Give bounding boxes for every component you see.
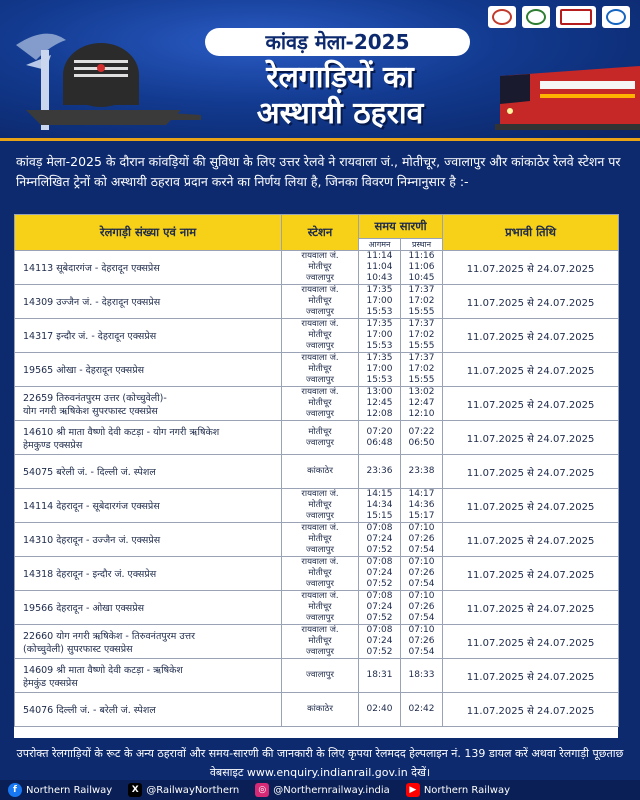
station-cell: रायवाला जं. मोतीचूर ज्वालापुर bbox=[282, 625, 359, 659]
effective-date-cell: 11.07.2025 से 24.07.2025 bbox=[443, 353, 619, 387]
departure-cell: 07:10 07:26 07:54 bbox=[401, 523, 443, 557]
departure-cell: 02:42 bbox=[401, 693, 443, 727]
social-bar bbox=[0, 780, 640, 800]
train-cell: 22659 तिरुवनंतपुरम उत्तर (कोच्चुवेली)- योग नगरी ऋषिकेश सुपरफास्ट एक्सप्रेस bbox=[15, 387, 282, 421]
train-illustration bbox=[490, 56, 640, 136]
effective-date-cell: 11.07.2025 से 24.07.2025 bbox=[443, 489, 619, 523]
nr-logo bbox=[602, 6, 630, 28]
social-link[interactable] bbox=[247, 783, 398, 797]
departure-cell: 11:16 11:06 10:45 bbox=[401, 251, 443, 285]
instagram-icon: ◎ bbox=[255, 783, 269, 797]
station-cell: रायवाला जं. मोतीचूर ज्वालापुर bbox=[282, 523, 359, 557]
arrival-cell: 07:20 06:48 bbox=[359, 421, 401, 455]
schedule-table bbox=[14, 214, 619, 727]
effective-date-cell: 11.07.2025 से 24.07.2025 bbox=[443, 659, 619, 693]
social-label: @Northernrailway.india bbox=[273, 784, 390, 796]
arrival-cell: 14:15 14:34 15:15 bbox=[359, 489, 401, 523]
station-cell: रायवाला जं. मोतीचूर ज्वालापुर bbox=[282, 591, 359, 625]
station-cell: ज्वालापुर bbox=[282, 659, 359, 693]
arrival-cell: 11:14 11:04 10:43 bbox=[359, 251, 401, 285]
social-label: @RailwayNorthern bbox=[146, 784, 240, 796]
social-link[interactable] bbox=[398, 783, 518, 797]
departure-cell: 18:33 bbox=[401, 659, 443, 693]
swachh-bharat-logo bbox=[522, 6, 550, 28]
station-cell: रायवाला जं. मोतीचूर ज्वालापुर bbox=[282, 353, 359, 387]
departure-cell: 17:37 17:02 15:55 bbox=[401, 353, 443, 387]
train-cell: 14610 श्री माता वैष्णो देवी कटड़ा - योग नगरी ऋषिकेश हेमकुण्ड एक्सप्रेस bbox=[15, 421, 282, 455]
col-header-effective-date: प्रभावी तिथि bbox=[443, 215, 619, 251]
table-row bbox=[15, 591, 619, 625]
page-title bbox=[190, 60, 490, 132]
train-cell: 19565 ओखा - देहरादून एक्सप्रेस bbox=[15, 353, 282, 387]
departure-cell: 07:22 06:50 bbox=[401, 421, 443, 455]
arrival-cell: 23:36 bbox=[359, 455, 401, 489]
effective-date-cell: 11.07.2025 से 24.07.2025 bbox=[443, 557, 619, 591]
departure-cell: 07:10 07:26 07:54 bbox=[401, 625, 443, 659]
arrival-cell: 17:35 17:00 15:53 bbox=[359, 353, 401, 387]
col-header-departure: प्रस्थान bbox=[401, 239, 443, 251]
effective-date-cell: 11.07.2025 से 24.07.2025 bbox=[443, 251, 619, 285]
facebook-icon: f bbox=[8, 783, 22, 797]
station-cell: कांकाठेर bbox=[282, 693, 359, 727]
station-cell: रायवाला जं. मोतीचूर ज्वालापुर bbox=[282, 319, 359, 353]
effective-date-cell: 11.07.2025 से 24.07.2025 bbox=[443, 455, 619, 489]
train-cell: 14317 इन्दौर जं. - देहरादून एक्सप्रेस bbox=[15, 319, 282, 353]
table-row bbox=[15, 455, 619, 489]
social-label: Northern Railway bbox=[26, 784, 113, 796]
arrival-cell: 07:08 07:24 07:52 bbox=[359, 591, 401, 625]
arrival-cell: 07:08 07:24 07:52 bbox=[359, 625, 401, 659]
arrival-cell: 02:40 bbox=[359, 693, 401, 727]
effective-date-cell: 11.07.2025 से 24.07.2025 bbox=[443, 591, 619, 625]
departure-cell: 07:10 07:26 07:54 bbox=[401, 591, 443, 625]
schedule-table-container bbox=[14, 214, 618, 738]
table-row bbox=[15, 659, 619, 693]
train-cell: 14114 देहरादून - सूबेदारगंज एक्सप्रेस bbox=[15, 489, 282, 523]
station-cell: रायवाला जं. मोतीचूर ज्वालापुर bbox=[282, 489, 359, 523]
effective-date-cell: 11.07.2025 से 24.07.2025 bbox=[443, 285, 619, 319]
arrival-cell: 07:08 07:24 07:52 bbox=[359, 523, 401, 557]
departure-cell: 14:17 14:36 15:17 bbox=[401, 489, 443, 523]
arrival-cell: 18:31 bbox=[359, 659, 401, 693]
effective-date-cell: 11.07.2025 से 24.07.2025 bbox=[443, 625, 619, 659]
arrival-cell: 07:08 07:24 07:52 bbox=[359, 557, 401, 591]
effective-date-cell: 11.07.2025 से 24.07.2025 bbox=[443, 523, 619, 557]
helpline-note: उपरोक्त रेलगाड़ियों के रूट के अन्य ठहरावों और समय-सारणी की जानकारी के लिए कृपया रेलमदद हेल्पलाइन नं. 139 डायल करें अथवा रेलगाड़ी पूछताछ वेबसाइट www.enquiry.indianrail.gov.in देखें। bbox=[16, 747, 624, 779]
logo-strip bbox=[488, 6, 630, 28]
station-cell: रायवाला जं. मोतीचूर ज्वालापुर bbox=[282, 285, 359, 319]
table-row bbox=[15, 523, 619, 557]
irsdc-logo bbox=[556, 6, 596, 28]
social-label: Northern Railway bbox=[423, 784, 511, 796]
train-cell: 14609 श्री माता वैष्णो देवी कटड़ा - ऋषिकेश हेमकुंड एक्सप्रेस bbox=[15, 659, 282, 693]
table-row bbox=[15, 489, 619, 523]
social-link[interactable] bbox=[0, 783, 120, 797]
train-cell: 54076 दिल्ली जं. - बरेली जं. स्पेशल bbox=[15, 693, 282, 727]
station-cell: रायवाला जं. मोतीचूर ज्वालापुर bbox=[282, 557, 359, 591]
effective-date-cell: 11.07.2025 से 24.07.2025 bbox=[443, 421, 619, 455]
table-row bbox=[15, 693, 619, 727]
indian-railways-logo bbox=[488, 6, 516, 28]
station-cell: मोतीचूर ज्वालापुर bbox=[282, 421, 359, 455]
arrival-cell: 17:35 17:00 15:53 bbox=[359, 319, 401, 353]
col-header-schedule: समय सारणी bbox=[359, 215, 443, 239]
banner-divider bbox=[0, 138, 640, 141]
train-cell: 14318 देहरादून - इन्दौर जं. एक्सप्रेस bbox=[15, 557, 282, 591]
title-line-2: अस्थायी ठहराव bbox=[256, 96, 424, 131]
table-row bbox=[15, 625, 619, 659]
social-link[interactable] bbox=[120, 783, 247, 797]
table-row bbox=[15, 353, 619, 387]
arrival-cell: 13:00 12:45 12:08 bbox=[359, 387, 401, 421]
departure-cell: 17:37 17:02 15:55 bbox=[401, 319, 443, 353]
youtube-icon: ▶ bbox=[406, 783, 420, 797]
departure-cell: 23:38 bbox=[401, 455, 443, 489]
train-cell: 14309 उज्जैन जं. - देहरादून एक्सप्रेस bbox=[15, 285, 282, 319]
effective-date-cell: 11.07.2025 से 24.07.2025 bbox=[443, 387, 619, 421]
event-title: कांवड़ मेला-2025 bbox=[205, 28, 470, 56]
table-row bbox=[15, 387, 619, 421]
table-row bbox=[15, 557, 619, 591]
train-cell: 19566 देहरादून - ओखा एक्सप्रेस bbox=[15, 591, 282, 625]
table-row bbox=[15, 421, 619, 455]
train-cell: 54075 बरेली जं. - दिल्ली जं. स्पेशल bbox=[15, 455, 282, 489]
station-cell: रायवाला जं. मोतीचूर ज्वालापुर bbox=[282, 387, 359, 421]
departure-cell: 13:02 12:47 12:10 bbox=[401, 387, 443, 421]
train-cell: 14310 देहरादून - उज्जैन जं. एक्सप्रेस bbox=[15, 523, 282, 557]
table-row bbox=[15, 319, 619, 353]
departure-cell: 07:10 07:26 07:54 bbox=[401, 557, 443, 591]
header-banner bbox=[0, 0, 640, 140]
arrival-cell: 17:35 17:00 15:53 bbox=[359, 285, 401, 319]
station-cell: रायवाला जं. मोतीचूर ज्वालापुर bbox=[282, 251, 359, 285]
station-cell: कांकाठेर bbox=[282, 455, 359, 489]
train-cell: 14113 सूबेदारगंज - देहरादून एक्सप्रेस bbox=[15, 251, 282, 285]
shivling-illustration bbox=[6, 20, 206, 135]
intro-text: कांवड़ मेला-2025 के दौरान कांवड़ियों की सुविधा के लिए उत्तर रेलवे ने रायवाला जं., मोतीचूर, ज्वालापुर और कांकाठेर रेलवे स्टेशन पर निम्नलिखित ट्रेनों को अस्थायी ठहराव प्रदान करने का निर्णय लिया है, जिनका विवरण निम्नानुसार है :- bbox=[16, 154, 621, 189]
col-header-train: रेलगाड़ी संख्या एवं नाम bbox=[15, 215, 282, 251]
table-row bbox=[15, 285, 619, 319]
col-header-arrival: आगमन bbox=[359, 239, 401, 251]
x-icon: X bbox=[128, 783, 142, 797]
effective-date-cell: 11.07.2025 से 24.07.2025 bbox=[443, 319, 619, 353]
title-line-1: रेलगाड़ियों का bbox=[266, 60, 414, 95]
table-row bbox=[15, 251, 619, 285]
train-cell: 22660 योग नगरी ऋषिकेश - तिरुवनंतपुरम उत्तर (कोच्चुवेली) सुपरफास्ट एक्सप्रेस bbox=[15, 625, 282, 659]
departure-cell: 17:37 17:02 15:55 bbox=[401, 285, 443, 319]
col-header-station: स्टेशन bbox=[282, 215, 359, 251]
effective-date-cell: 11.07.2025 से 24.07.2025 bbox=[443, 693, 619, 727]
